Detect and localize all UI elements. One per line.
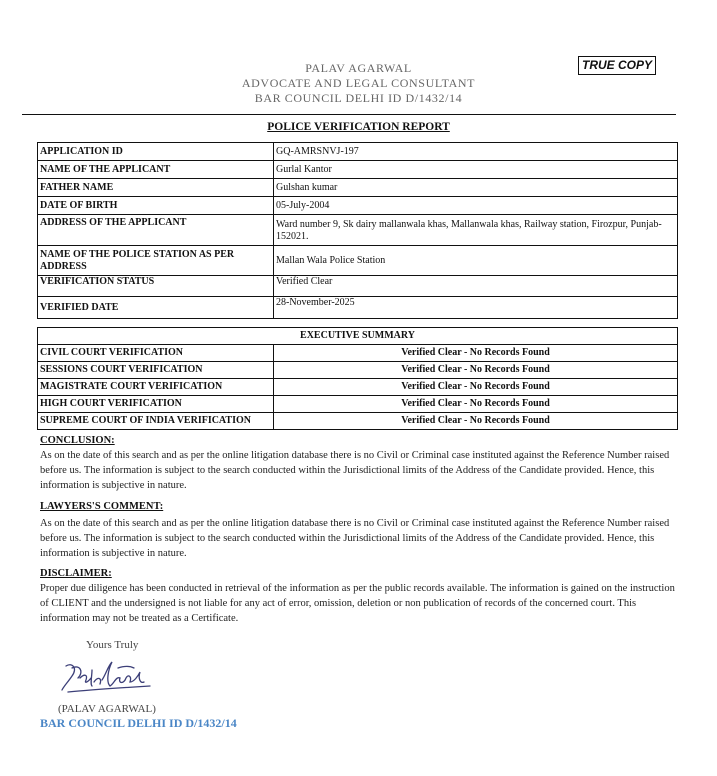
table-row (38, 161, 678, 179)
summary-value: Verified Clear - No Records Found (274, 413, 678, 430)
summary-value: Verified Clear - No Records Found (274, 345, 678, 362)
table-row (38, 197, 678, 215)
true-copy-stamp: TRUE COPY (578, 56, 656, 75)
letterhead-title: ADVOCATE AND LEGAL CONSULTANT (241, 76, 476, 90)
summary-label: CIVIL COURT VERIFICATION (38, 345, 274, 362)
table-row (38, 297, 678, 319)
summary-label: SUPREME COURT OF INDIA VERIFICATION (38, 413, 274, 430)
conclusion-heading: CONCLUSION: (40, 435, 115, 446)
table-row (38, 362, 678, 379)
details-value: Mallan Wala Police Station (274, 246, 678, 276)
lawyers-comment-heading: LAWYERS'S COMMENT: (40, 501, 164, 512)
letterhead-name: PALAV AGARWAL (305, 61, 412, 75)
executive-summary-table (37, 327, 678, 430)
summary-heading: EXECUTIVE SUMMARY (38, 328, 678, 345)
table-row (38, 215, 678, 246)
details-table (37, 142, 678, 319)
details-value: Gurlal Kantor (274, 161, 678, 179)
details-value: Verified Clear (274, 276, 678, 297)
table-row (38, 246, 678, 276)
table-row (38, 379, 678, 396)
details-label: VERIFICATION STATUS (38, 276, 274, 297)
details-value: Gulshan kumar (274, 179, 678, 197)
lawyers-comment-text: As on the date of this search and as per the online litigation database there is no Civil or Criminal case instituted against the Reference Number raised before us. The information is subject to the search conducted within the Jurisdictional limits of the Address of the Candidate provided. Hence, this information is subjective in nature. (40, 518, 670, 559)
details-label: ADDRESS OF THE APPLICANT (38, 215, 274, 246)
table-row (38, 179, 678, 197)
handwritten-signature (58, 656, 154, 698)
summary-value: Verified Clear - No Records Found (274, 362, 678, 379)
details-value: 05-July-2004 (274, 197, 678, 215)
header-divider (22, 114, 676, 115)
summary-value: Verified Clear - No Records Found (274, 396, 678, 413)
details-label: FATHER NAME (38, 179, 274, 197)
table-row (38, 328, 678, 345)
summary-label: MAGISTRATE COURT VERIFICATION (38, 379, 274, 396)
summary-label: HIGH COURT VERIFICATION (38, 396, 274, 413)
details-value: GQ-AMRSNVJ-197 (274, 143, 678, 161)
details-label: NAME OF THE APPLICANT (38, 161, 274, 179)
disclaimer-text: Proper due diligence has been conducted in retrieval of the information as per the public records available. The information is gained on the instruction of CLIENT and the undersigned is not liable for any act of error, omission, deletion or non publication of records of the concerned court. This information may not be treated as a Certificate. (40, 583, 675, 624)
closing-text: Yours Truly (86, 639, 139, 651)
table-row (38, 396, 678, 413)
details-label: APPLICATION ID (38, 143, 274, 161)
disclaimer-heading: DISCLAIMER: (40, 568, 112, 579)
details-label: VERIFIED DATE (38, 297, 274, 319)
table-row (38, 143, 678, 161)
signatory-bar-id: BAR COUNCIL DELHI ID D/1432/14 (40, 716, 237, 730)
details-label: NAME OF THE POLICE STATION AS PER ADDRESS (38, 246, 274, 276)
table-row (38, 345, 678, 362)
summary-value: Verified Clear - No Records Found (274, 379, 678, 396)
summary-label: SESSIONS COURT VERIFICATION (38, 362, 274, 379)
letterhead-bar-id: BAR COUNCIL DELHI ID D/1432/14 (254, 91, 463, 105)
conclusion-text: As on the date of this search and as per the online litigation database there is no Civil or Criminal case instituted against the Reference Number raised before us. The information is subject to the search conducted within the Jurisdictional limits of the Address of the Candidate provided. Hence, this information is subjective in nature. (40, 450, 670, 491)
table-row (38, 413, 678, 430)
details-value: Ward number 9, Sk dairy mallanwala khas, Mallanwala khas, Railway station, Firozpur, Punjab-152021. (274, 215, 678, 246)
signatory-name: (PALAV AGARWAL) (58, 703, 156, 715)
report-title: POLICE VERIFICATION REPORT (267, 121, 450, 133)
details-value: 28-November-2025 (274, 297, 678, 319)
details-label: DATE OF BIRTH (38, 197, 274, 215)
table-row (38, 276, 678, 297)
